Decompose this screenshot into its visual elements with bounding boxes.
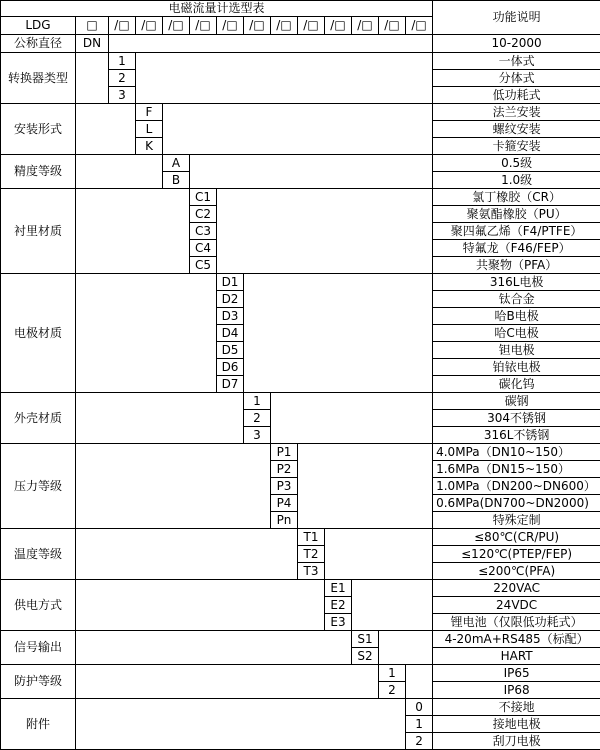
function-desc-cell: 304不锈钢 xyxy=(433,410,600,427)
option-row xyxy=(1,699,600,716)
function-desc-cell: 24VDC xyxy=(433,597,600,614)
group-label: 防护等级 xyxy=(1,665,76,699)
function-desc-cell: 哈C电极 xyxy=(433,325,600,342)
spacer-cell xyxy=(76,274,217,393)
function-desc-cell: IP68 xyxy=(433,682,600,699)
group-label: 安装形式 xyxy=(1,104,76,155)
function-desc-cell: 碳化钨 xyxy=(433,376,600,393)
code-cell: 3 xyxy=(109,87,136,104)
code-cell: 1 xyxy=(379,665,406,682)
code-cell: D3 xyxy=(217,308,244,325)
code-cell: C2 xyxy=(190,206,217,223)
code-box-cell: /□ xyxy=(271,17,298,35)
code-box-cell: /□ xyxy=(190,17,217,35)
option-row xyxy=(1,189,600,206)
code-cell: L xyxy=(136,121,163,138)
code-cell: P4 xyxy=(271,495,298,512)
code-cell: K xyxy=(136,138,163,155)
code-cell: E3 xyxy=(325,614,352,631)
spacer-cell xyxy=(76,53,109,104)
function-desc-cell: 铂铱电极 xyxy=(433,359,600,376)
function-desc-cell: 共聚物（PFA） xyxy=(433,257,600,274)
function-desc-cell: 钽电极 xyxy=(433,342,600,359)
spacer-cell xyxy=(190,155,433,189)
option-row xyxy=(1,631,600,648)
function-column-header: 功能说明 xyxy=(433,1,600,35)
code-cell: D7 xyxy=(217,376,244,393)
function-desc-cell: 刮刀电极 xyxy=(433,733,600,750)
spacer-cell xyxy=(76,699,406,750)
function-desc-cell: 卡箍安装 xyxy=(433,138,600,155)
code-box-cell: /□ xyxy=(352,17,379,35)
code-cell: D6 xyxy=(217,359,244,376)
code-cell: 3 xyxy=(244,427,271,444)
code-cell: Pn xyxy=(271,512,298,529)
option-row xyxy=(1,35,600,53)
option-row xyxy=(1,665,600,682)
spacer-cell xyxy=(271,393,433,444)
spacer-cell xyxy=(163,104,433,155)
function-desc-cell: 聚氨酯橡胶（PU） xyxy=(433,206,600,223)
option-row xyxy=(1,104,600,121)
function-desc-cell: IP65 xyxy=(433,665,600,682)
title-row xyxy=(1,1,600,17)
code-cell: C5 xyxy=(190,257,217,274)
function-desc-cell: 0.5级 xyxy=(433,155,600,172)
spacer-cell xyxy=(352,580,433,631)
function-desc-cell: 特殊定制 xyxy=(433,512,600,529)
function-desc-cell: 4.0MPa（DN10~150） xyxy=(433,444,600,461)
function-desc-cell: 1.0级 xyxy=(433,172,600,189)
function-desc-cell: 220VAC xyxy=(433,580,600,597)
code-box-cell: /□ xyxy=(406,17,433,35)
spacer-cell xyxy=(109,35,433,53)
group-label: 衬里材质 xyxy=(1,189,76,274)
function-desc-cell: 接地电极 xyxy=(433,716,600,733)
function-desc-cell: 不接地 xyxy=(433,699,600,716)
function-desc-cell: 316L电极 xyxy=(433,274,600,291)
function-desc-cell: 碳钢 xyxy=(433,393,600,410)
option-row xyxy=(1,580,600,597)
function-desc-cell: 4-20mA+RS485（标配） xyxy=(433,631,600,648)
option-row xyxy=(1,393,600,410)
function-desc-cell: 316L不锈钢 xyxy=(433,427,600,444)
code-box-cell: /□ xyxy=(109,17,136,35)
spacer-cell xyxy=(76,155,163,189)
code-cell: E2 xyxy=(325,597,352,614)
function-desc-cell: ≤80℃(CR/PU) xyxy=(433,529,600,546)
spacer-cell xyxy=(76,580,325,631)
code-cell: 2 xyxy=(109,70,136,87)
code-cell: D4 xyxy=(217,325,244,342)
function-desc-cell: 螺纹安装 xyxy=(433,121,600,138)
function-desc-cell: 氯丁橡胶（CR） xyxy=(433,189,600,206)
group-label: 压力等级 xyxy=(1,444,76,529)
code-cell: 2 xyxy=(379,682,406,699)
function-desc-cell: 分体式 xyxy=(433,70,600,87)
option-row xyxy=(1,529,600,546)
code-box-cell: /□ xyxy=(298,17,325,35)
model-prefix-cell: LDG xyxy=(1,17,76,35)
code-cell: 1 xyxy=(406,716,433,733)
code-cell: D5 xyxy=(217,342,244,359)
group-label: 转换器类型 xyxy=(1,53,76,104)
group-label: 公称直径 xyxy=(1,35,76,53)
group-label: 信号输出 xyxy=(1,631,76,665)
code-cell: 2 xyxy=(406,733,433,750)
code-cell: P3 xyxy=(271,478,298,495)
group-label: 附件 xyxy=(1,699,76,750)
code-cell: 1 xyxy=(109,53,136,70)
spacer-cell xyxy=(244,274,433,393)
code-cell: T3 xyxy=(298,563,325,580)
code-cell: C1 xyxy=(190,189,217,206)
code-box-cell: /□ xyxy=(217,17,244,35)
spacer-cell xyxy=(136,53,433,104)
option-row xyxy=(1,53,600,70)
code-cell: P1 xyxy=(271,444,298,461)
spacer-cell xyxy=(298,444,433,529)
spacer-cell xyxy=(379,631,433,665)
option-row xyxy=(1,444,600,461)
code-box-cell: □ xyxy=(76,17,109,35)
function-desc-cell: 低功耗式 xyxy=(433,87,600,104)
spacer-cell xyxy=(76,444,271,529)
code-cell: B xyxy=(163,172,190,189)
function-desc-cell: 法兰安装 xyxy=(433,104,600,121)
code-box-cell: /□ xyxy=(163,17,190,35)
code-cell: C3 xyxy=(190,223,217,240)
function-desc-cell: 特氟龙（F46/FEP） xyxy=(433,240,600,257)
function-desc-cell: 哈B电极 xyxy=(433,308,600,325)
code-cell: 1 xyxy=(244,393,271,410)
function-desc-cell: ≤120℃(PTEP/FEP) xyxy=(433,546,600,563)
spacer-cell xyxy=(325,529,433,580)
spacer-cell xyxy=(76,104,136,155)
group-label: 外壳材质 xyxy=(1,393,76,444)
spacer-cell xyxy=(76,189,190,274)
table-title: 电磁流量计选型表 xyxy=(1,1,433,17)
code-cell: D1 xyxy=(217,274,244,291)
code-cell: C4 xyxy=(190,240,217,257)
code-cell: A xyxy=(163,155,190,172)
function-desc-cell: HART xyxy=(433,648,600,665)
group-label: 电极材质 xyxy=(1,274,76,393)
code-box-cell: /□ xyxy=(379,17,406,35)
spacer-cell xyxy=(76,631,352,665)
function-desc-cell: ≤200℃(PFA) xyxy=(433,563,600,580)
code-box-cell: /□ xyxy=(136,17,163,35)
function-desc-cell: 锂电池（仅限低功耗式） xyxy=(433,614,600,631)
function-desc-cell: 聚四氟乙烯（F4/PTFE） xyxy=(433,223,600,240)
code-box-cell: /□ xyxy=(325,17,352,35)
code-cell: S1 xyxy=(352,631,379,648)
group-label: 温度等级 xyxy=(1,529,76,580)
code-cell: 0 xyxy=(406,699,433,716)
function-desc-cell: 10-2000 xyxy=(433,35,600,53)
code-cell: D2 xyxy=(217,291,244,308)
spacer-cell xyxy=(76,529,298,580)
code-cell: P2 xyxy=(271,461,298,478)
code-cell: T2 xyxy=(298,546,325,563)
group-label: 供电方式 xyxy=(1,580,76,631)
function-desc-cell: 1.6MPa（DN15~150） xyxy=(433,461,600,478)
code-box-cell: /□ xyxy=(244,17,271,35)
function-desc-cell: 一体式 xyxy=(433,53,600,70)
code-cell: S2 xyxy=(352,648,379,665)
option-row xyxy=(1,274,600,291)
code-cell: T1 xyxy=(298,529,325,546)
spacer-cell xyxy=(217,189,433,274)
group-label: 精度等级 xyxy=(1,155,76,189)
spacer-cell xyxy=(76,393,244,444)
option-row xyxy=(1,155,600,172)
spacer-cell xyxy=(406,665,433,699)
function-desc-cell: 0.6MPa(DN700~DN2000) xyxy=(433,495,600,512)
spacer-cell xyxy=(76,665,379,699)
code-cell: DN xyxy=(76,35,109,53)
code-cell: F xyxy=(136,104,163,121)
code-cell: E1 xyxy=(325,580,352,597)
function-desc-cell: 钛合金 xyxy=(433,291,600,308)
function-desc-cell: 1.0MPa（DN200~DN600） xyxy=(433,478,600,495)
code-cell: 2 xyxy=(244,410,271,427)
